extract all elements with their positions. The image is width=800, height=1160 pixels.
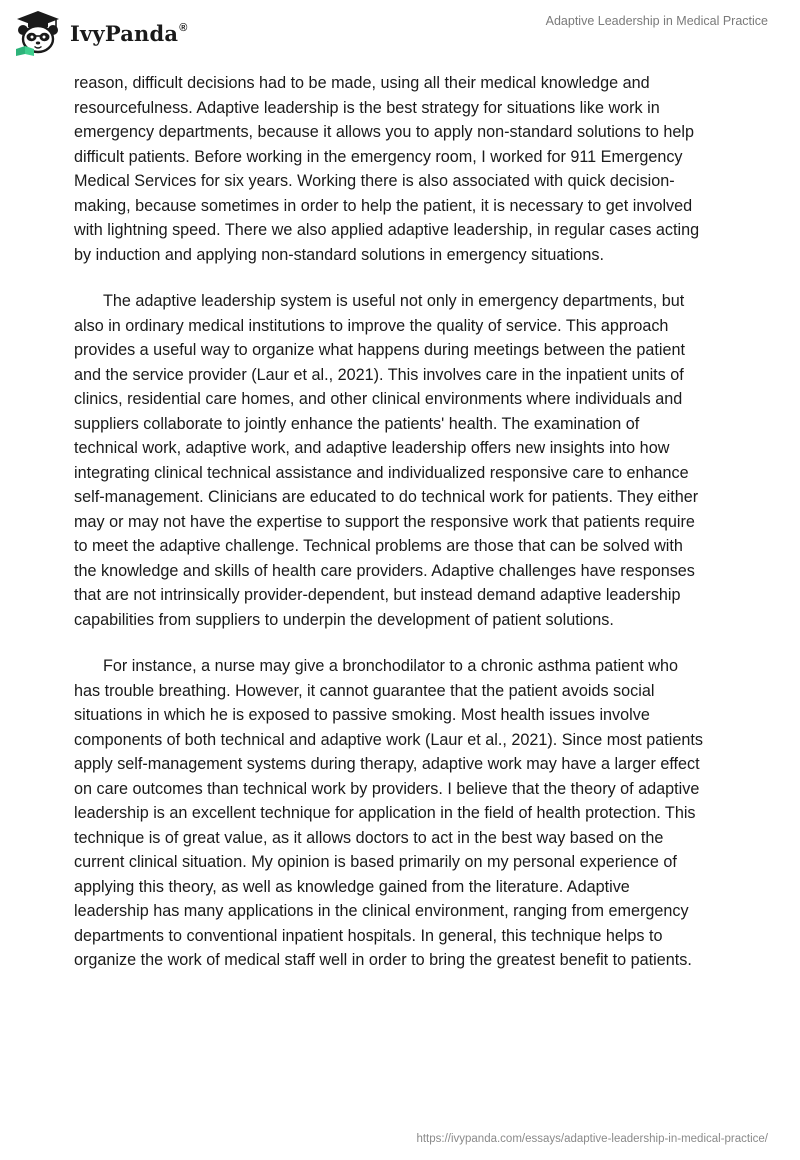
text-line: technical work, adaptive work, and adaptive leadership offers new insights into how — [74, 439, 670, 457]
text-line: For instance, a nurse may give a bronchodilator to a chronic asthma patient who — [103, 657, 678, 675]
text-line: organize the work of medical staff well in order to bring the greatest benefit to patients. — [74, 951, 692, 969]
text-line: to meet the adaptive challenge. Technical problems are those that can be solved with — [74, 537, 683, 555]
document-title: Adaptive Leadership in Medical Practice — [545, 14, 768, 28]
text-line: components of both technical and adaptive work (Laur et al., 2021). Since most patients — [74, 730, 703, 749]
panda-graduate-icon — [12, 8, 64, 56]
text-line: Medical Services for six years. Working there is also associated with quick decision- — [74, 172, 675, 190]
brand-name: IvyPanda® — [70, 20, 188, 46]
text-line: integrating clinical technical assistance and individualized responsive care to enhance — [74, 463, 689, 482]
page-header — [0, 0, 800, 60]
registered-mark: ® — [179, 21, 188, 34]
text-line: capabilities from suppliers to underpin the development of patient solutions. — [74, 610, 614, 629]
source-url[interactable]: https://ivypanda.com/essays/adaptive-leadership-in-medical-practice/ — [416, 1133, 768, 1145]
text-line: The adaptive leadership system is useful not only in emergency departments, but — [103, 292, 685, 310]
text-line: resourcefulness. Adaptive leadership is the best strategy for situations like work in — [74, 98, 660, 117]
text-line: leadership is an excellent technique for application in the field of health protection. This — [74, 804, 696, 822]
text-line: by induction and applying non-standard solutions in emergency situations. — [74, 245, 605, 264]
text-line: making, because sometimes in order to help the patient, it is necessary to get involved — [74, 196, 693, 215]
text-line: difficult patients. Before working in the emergency room, I worked for 911 Emergency — [74, 147, 683, 166]
brand-logo[interactable] — [12, 8, 188, 56]
text-line: the knowledge and skills of health care providers. Adaptive challenges have responses — [74, 561, 695, 580]
paragraph — [74, 654, 734, 973]
paragraph — [74, 71, 734, 267]
text-line: may or may not have the expertise to support the responsive work that patients require — [74, 512, 695, 531]
text-line: suppliers collaborate to jointly enhance the patients' health. The examination of — [74, 414, 640, 433]
essay-body — [74, 71, 734, 995]
text-line: has trouble breathing. However, it cannot guarantee that the patient avoids social — [74, 681, 655, 700]
text-line: self-management. Clinicians are educated to do technical work for patients. They either — [74, 488, 699, 506]
text-line: departments to conventional inpatient hospitals. In general, this technique helps to — [74, 926, 663, 945]
text-line: current clinical situation. My opinion is based primarily on my personal experience of — [74, 853, 677, 871]
text-line: applying this theory, as well as knowledge gained from the literature. Adaptive — [74, 877, 630, 896]
text-line: provides a useful way to organize what happens during meetings between the patient — [74, 341, 686, 359]
text-line: on care outcomes than technical work by providers. I believe that the theory of adaptive — [74, 779, 700, 798]
text-line: technique is of great value, as it allows doctors to act in the best way based on the — [74, 828, 664, 847]
text-line: apply self-management systems during therapy, adaptive work may have a larger effect — [74, 755, 700, 773]
paragraph — [74, 289, 734, 632]
text-line: emergency departments, because it allows you to apply non-standard solutions to help — [74, 123, 694, 141]
text-line: reason, difficult decisions had to be made, using all their medical knowledge and — [74, 74, 650, 92]
text-line: also in ordinary medical institutions to improve the quality of service. This approach — [74, 316, 669, 335]
text-line: with lightning speed. There we also applied adaptive leadership, in regular cases acting — [74, 221, 700, 239]
text-line: and the service provider (Laur et al., 2021). This involves care in the inpatient units of — [74, 365, 684, 384]
text-line: clinics, residential care homes, and other clinical environments where individuals and — [74, 390, 683, 408]
text-line: situations in which he is exposed to passive smoking. Most health issues involve — [74, 706, 650, 724]
text-line: that are not intrinsically provider-dependent, but instead demand adaptive leadership — [74, 586, 681, 604]
text-line: leadership has many applications in the clinical environment, ranging from emergency — [74, 902, 689, 920]
